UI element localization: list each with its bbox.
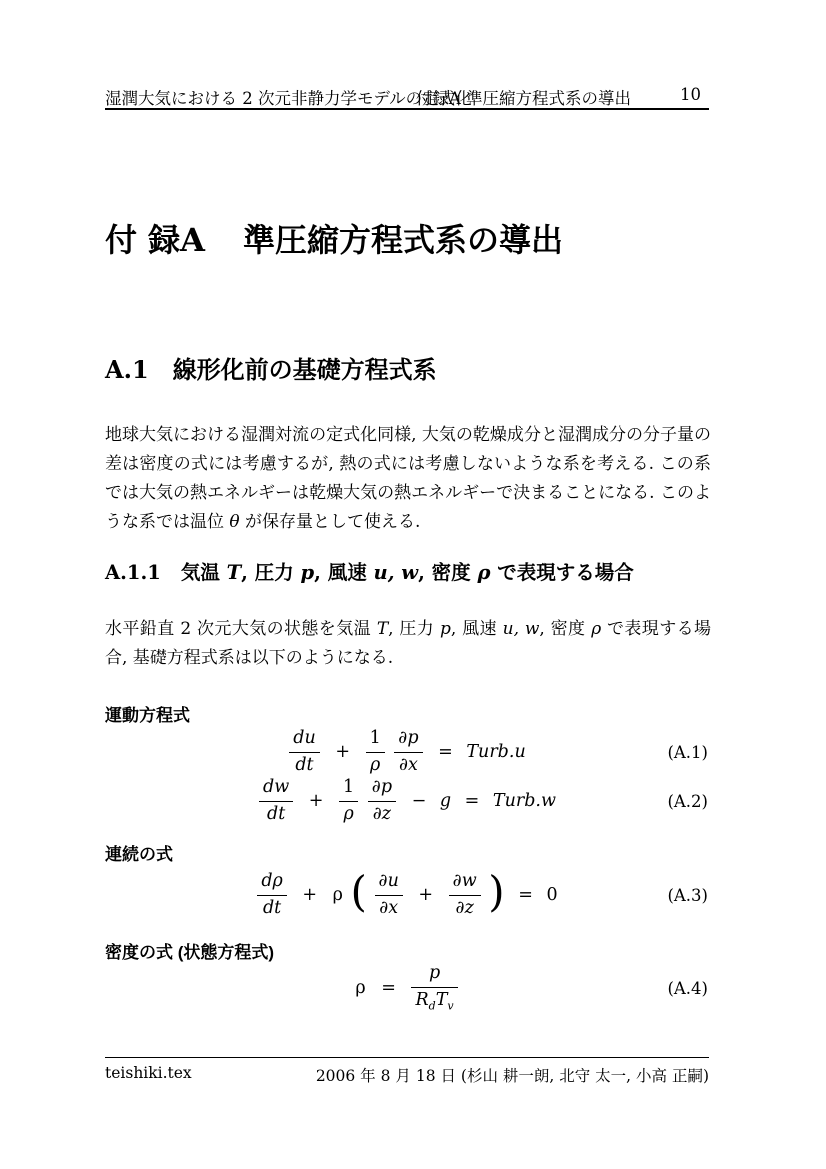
equation-number: (A.4) — [667, 978, 708, 998]
paragraph-setup-text: , 密度 — [539, 619, 592, 639]
equation-number: (A.3) — [667, 885, 708, 905]
section-title: 線形化前の基礎方程式系 — [172, 355, 437, 384]
header-rule — [105, 108, 709, 110]
frac-du-dx: $\frac{\partial u}{\partial x}$ — [375, 871, 403, 920]
paragraph-intro — [105, 421, 711, 537]
footer-filename: teishiki.tex — [105, 1064, 192, 1082]
subsection-heading — [105, 557, 634, 585]
gas-constant-R: R — [415, 989, 429, 1010]
subsection-number: A.1.1 — [105, 561, 161, 584]
plus-sign: + — [308, 790, 324, 811]
footer-rule — [105, 1057, 709, 1058]
frac-1-rho: $\frac{1}{\rho}$ — [339, 777, 358, 826]
section-heading — [105, 350, 437, 385]
paragraph-setup-text: 水平鉛直 2 次元大気の状態を気温 — [105, 619, 377, 639]
subscript-v: v — [447, 999, 454, 1013]
chapter-title: 準圧縮方程式系の導出 — [242, 221, 563, 259]
turb-w-term: Turb.w — [492, 790, 556, 811]
equation-A4 — [105, 963, 708, 1013]
frac-du-dt: $\frac{du}{dt}$ — [289, 728, 319, 777]
math-p: p — [439, 619, 451, 639]
equals-sign: = — [438, 741, 453, 762]
subsection-text: , 圧力 — [241, 561, 301, 584]
paragraph-intro-text: 地球大気における湿潤対流の定式化同様, 大気の乾燥成分と湿潤成分の分子量の差は密度の式には考慮するが, 熱の式には考慮しないような系を考える. この系では大気の熱エネルギーは乾燥大気の熱エネルギーで決まることになる. このような系では温位 — [105, 425, 711, 532]
equation-A2 — [105, 776, 708, 826]
paragraph-setup — [105, 615, 711, 673]
equals-sign: = — [381, 977, 396, 998]
label-motion-equations: 運動方程式 — [105, 706, 190, 725]
footer-date-authors: 2006 年 8 月 18 日 (杉山 耕一朗, 北守 太一, 小高 正嗣) — [315, 1067, 709, 1085]
turb-u-term: Turb.u — [466, 741, 526, 762]
page-number: 10 — [680, 85, 701, 104]
frac-dp-dx: $\frac{\partial p}{\partial x}$ — [394, 728, 422, 777]
equals-sign: = — [518, 884, 533, 905]
plus-sign: + — [302, 884, 318, 905]
minus-sign: − — [411, 790, 427, 811]
frac-drho-dt: $\frac{d\rho}{dt}$ — [257, 871, 287, 920]
left-paren: ( — [350, 867, 367, 916]
equation-A3 — [105, 868, 708, 922]
math-uw: u, w — [373, 561, 419, 584]
zero-term: 0 — [546, 884, 558, 905]
gravity-term: g — [439, 790, 452, 811]
subsection-text: , 密度 — [418, 561, 478, 584]
section-number: A.1 — [105, 355, 149, 384]
equation-A4-content — [353, 963, 459, 1013]
frac-dw-dt: $\frac{dw}{dt}$ — [259, 777, 293, 826]
virtual-temp-T: T — [435, 989, 448, 1010]
math-T: T — [376, 619, 389, 639]
math-p: p — [300, 561, 315, 584]
subsection-text: で表現する場合 — [490, 561, 634, 584]
frac-p-RdTv: $\frac{p}{R_dT_v}$ — [411, 963, 457, 1013]
equals-sign: = — [464, 790, 480, 811]
math-rho: ρ — [591, 619, 602, 639]
math-uw: u, w — [502, 619, 540, 639]
label-continuity-equation: 連続の式 — [105, 845, 173, 864]
paragraph-setup-text: , 圧力 — [388, 619, 440, 639]
equation-number: (A.2) — [667, 791, 708, 811]
subscript-d: d — [428, 999, 436, 1013]
math-rho: ρ — [477, 561, 491, 584]
equation-A3-content — [255, 867, 558, 920]
rho-coefficient: ρ — [332, 884, 343, 905]
label-density-equation: 密度の式 (状態方程式) — [105, 943, 275, 962]
paragraph-intro-text-end: が保存量として使える. — [239, 512, 421, 532]
plus-sign: + — [335, 741, 350, 762]
equation-A1-content — [287, 728, 525, 777]
chapter-heading — [105, 215, 563, 261]
header-doc-title: 湿潤大気における 2 次元非静力学モデルの定式化 — [105, 89, 472, 108]
paragraph-setup-text: , 風速 — [450, 619, 503, 639]
right-paren: ) — [488, 867, 505, 916]
equation-number: (A.1) — [667, 742, 708, 762]
plus-sign: + — [418, 884, 434, 905]
header-appendix-title: 付録A 準圧縮方程式系の導出 — [415, 89, 631, 108]
theta-symbol: θ — [229, 512, 240, 532]
paragraph-setup-text: で表現する場合, 基礎方程式系は以下のようになる. — [105, 619, 712, 668]
page-header — [105, 85, 701, 108]
rho-lhs: ρ — [355, 977, 366, 998]
equation-A1 — [105, 727, 708, 777]
frac-1-rho: $\frac{1}{\rho}$ — [366, 728, 385, 777]
chapter-label: 付 録A — [105, 221, 205, 259]
equation-A2-content — [257, 777, 556, 826]
math-T: T — [226, 561, 242, 584]
subsection-text: , 風速 — [314, 561, 374, 584]
subsection-text: 気温 — [180, 561, 227, 584]
frac-dp-dz: $\frac{\partial p}{\partial z}$ — [368, 777, 396, 826]
frac-dw-dz: $\frac{\partial w}{\partial z}$ — [449, 871, 481, 920]
